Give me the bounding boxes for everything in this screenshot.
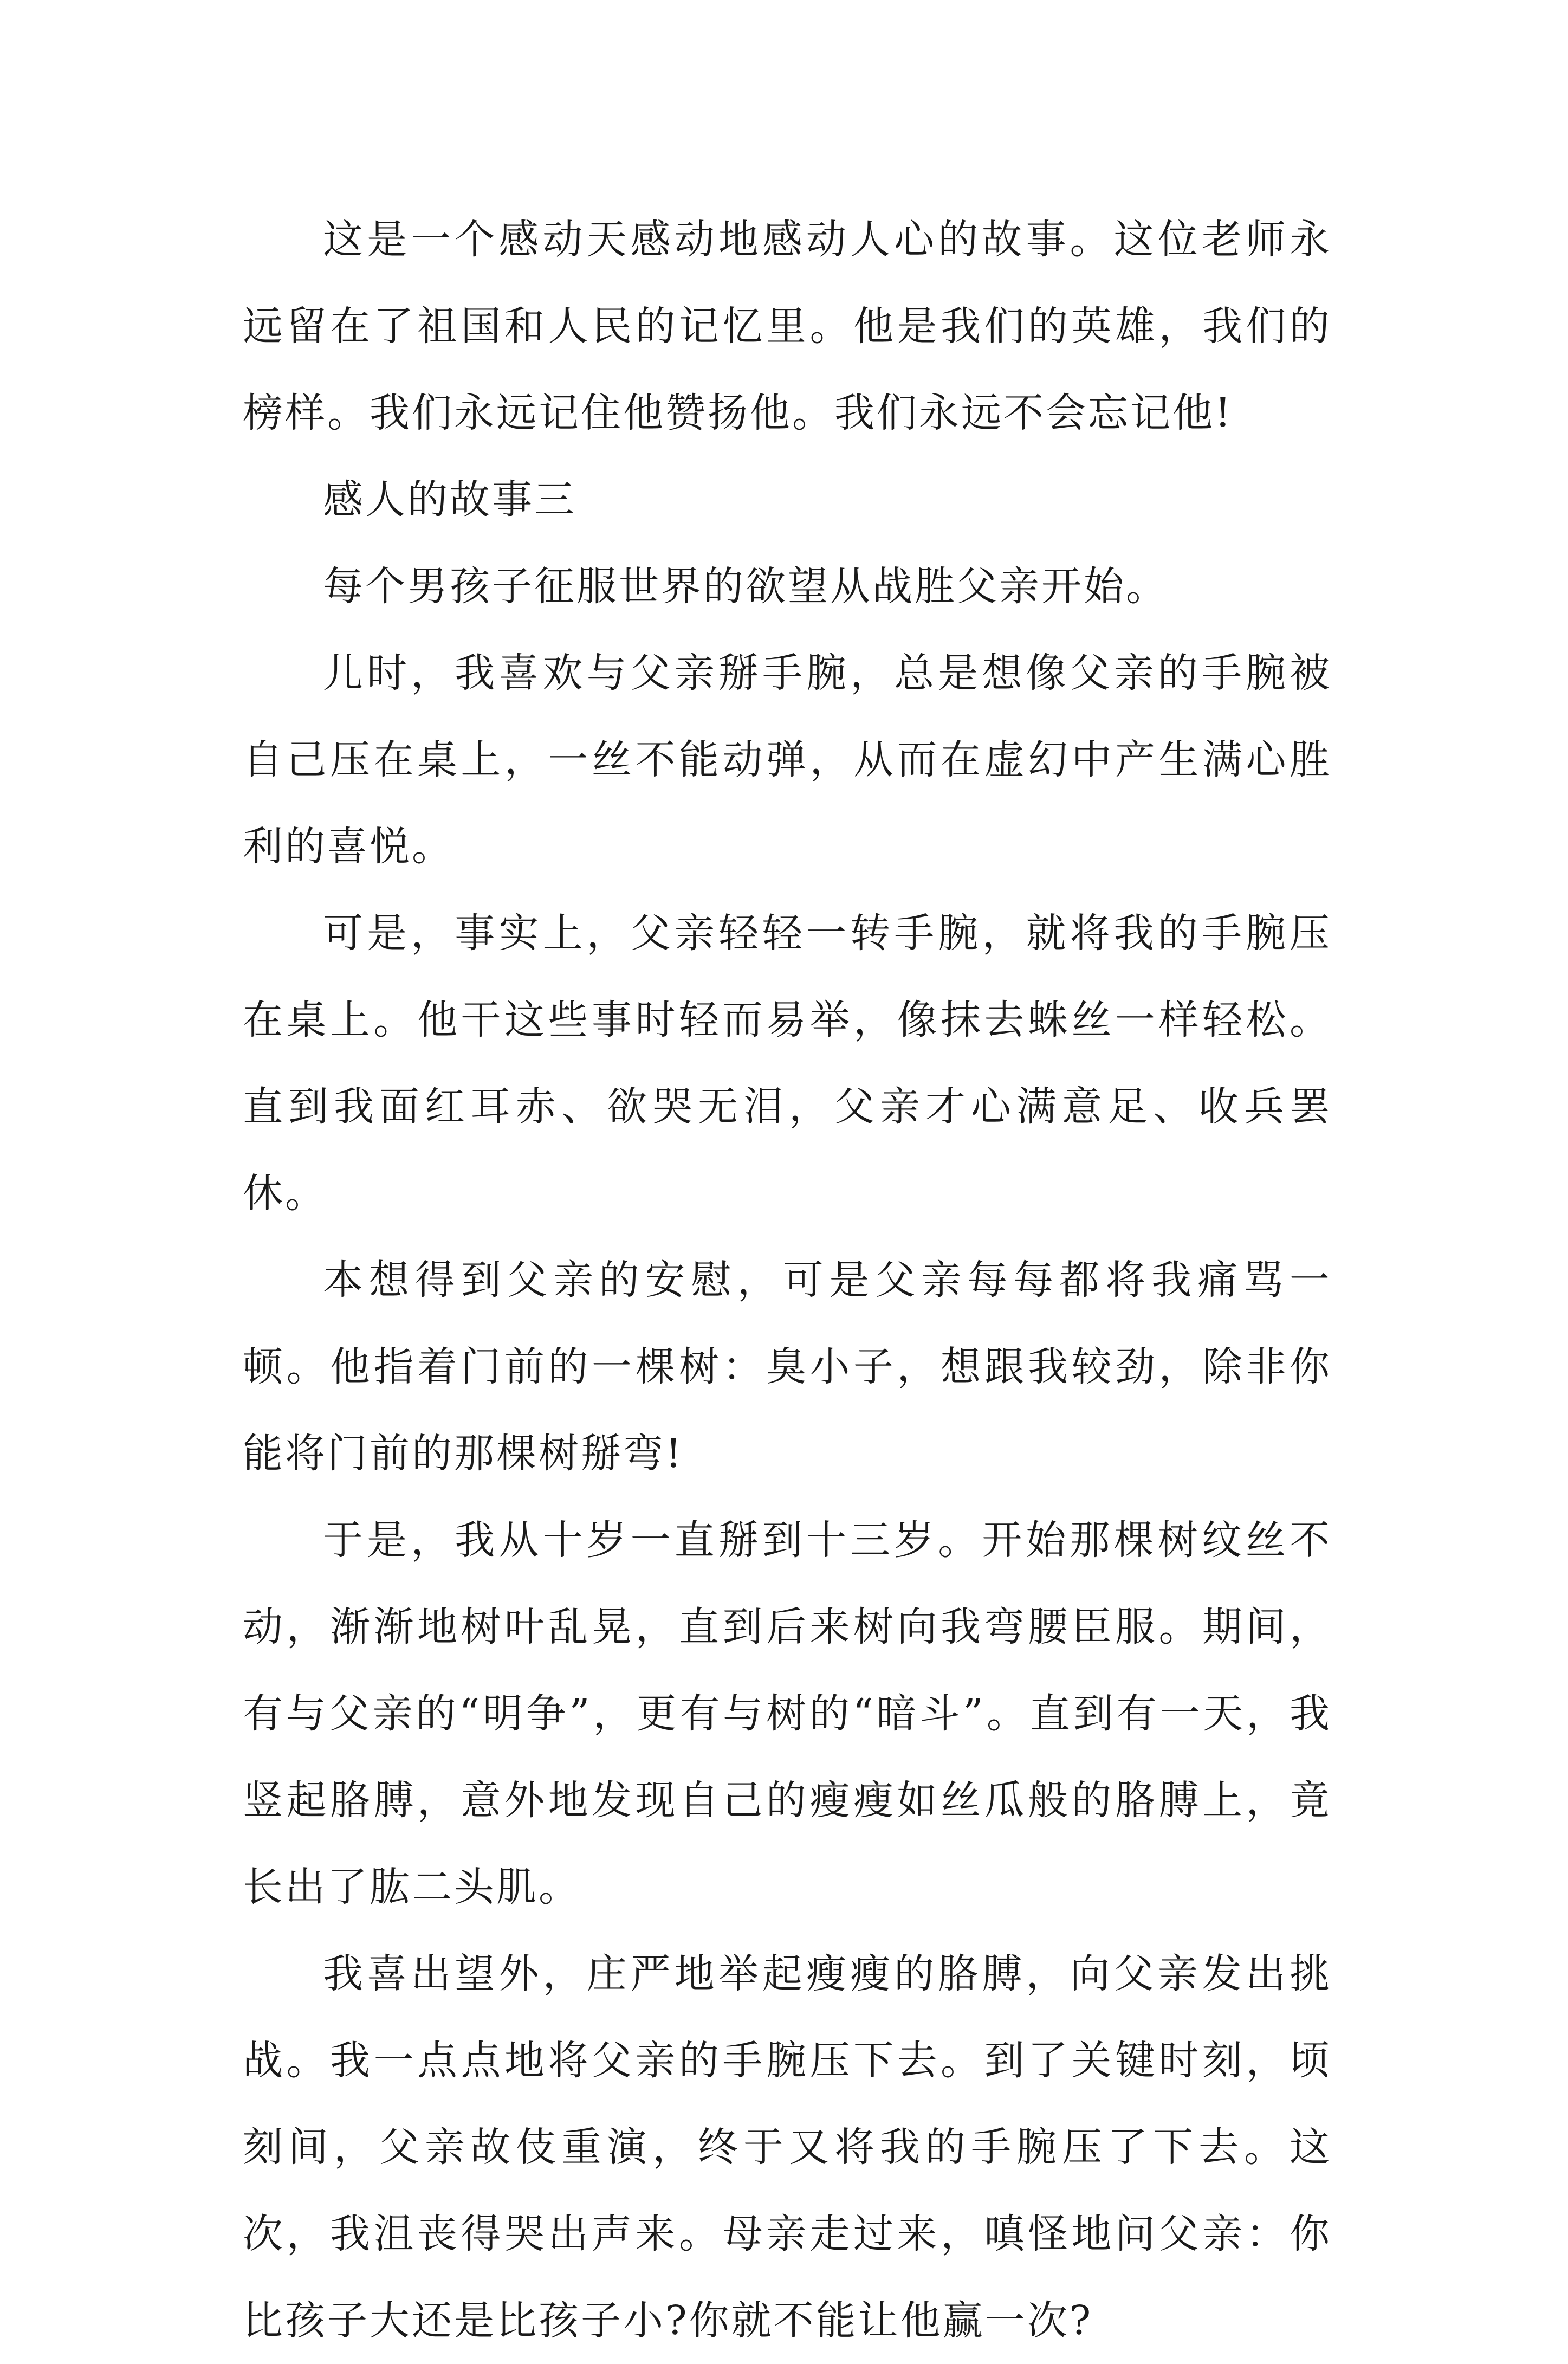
paragraph-6: 于是，我从十岁一直掰到十三岁。开始那棵树纹丝不动，渐渐地树叶乱晃，直到后来树向我弯腰臣服。期间，有与父亲的“明争”，更有与树的“暗斗”。直到有一天，我竖起胳膊，意外地发现自己的瘦瘦如丝瓜般的胳膊上，竟长出了肱二头肌。 [243,1517,1332,1910]
paragraph-2: 每个男孩子征服世界的欲望从战胜父亲开始。 [323,563,1168,610]
document-body [243,196,1332,2364]
paragraph-7: 我喜出望外，庄严地举起瘦瘦的胳膊，向父亲发出挑战。我一点点地将父亲的手腕压下去。到了关键时刻，顷刻间，父亲故伎重演，终于又将我的手腕压了下去。这次，我沮丧得哭出声来。母亲走过来，嗔怪地问父亲：你比孩子大还是比孩子小?你就不能让他赢一次? [243,1950,1332,2344]
paragraph-3: 儿时，我喜欢与父亲掰手腕，总是想像父亲的手腕被自己压在桌上，一丝不能动弹，从而在虚幻中产生满心胜利的喜悦。 [243,650,1332,870]
paragraph-5: 本想得到父亲的安慰，可是父亲每每都将我痛骂一顿。他指着门前的一棵树：臭小子，想跟我较劲，除非你能将门前的那棵树掰弯! [243,1257,1332,1477]
section-heading: 感人的故事三 [323,476,576,523]
paragraph-1: 这是一个感动天感动地感动人心的故事。这位老师永远留在了祖国和人民的记忆里。他是我们的英雄，我们的榜样。我们永远记住他赞扬他。我们永远不会忘记他! [243,216,1332,436]
paragraph-4: 可是，事实上，父亲轻轻一转手腕，就将我的手腕压在桌上。他干这些事时轻而易举，像抹去蛛丝一样轻松。直到我面红耳赤、欲哭无泪，父亲才心满意足、收兵罢休。 [243,910,1332,1217]
